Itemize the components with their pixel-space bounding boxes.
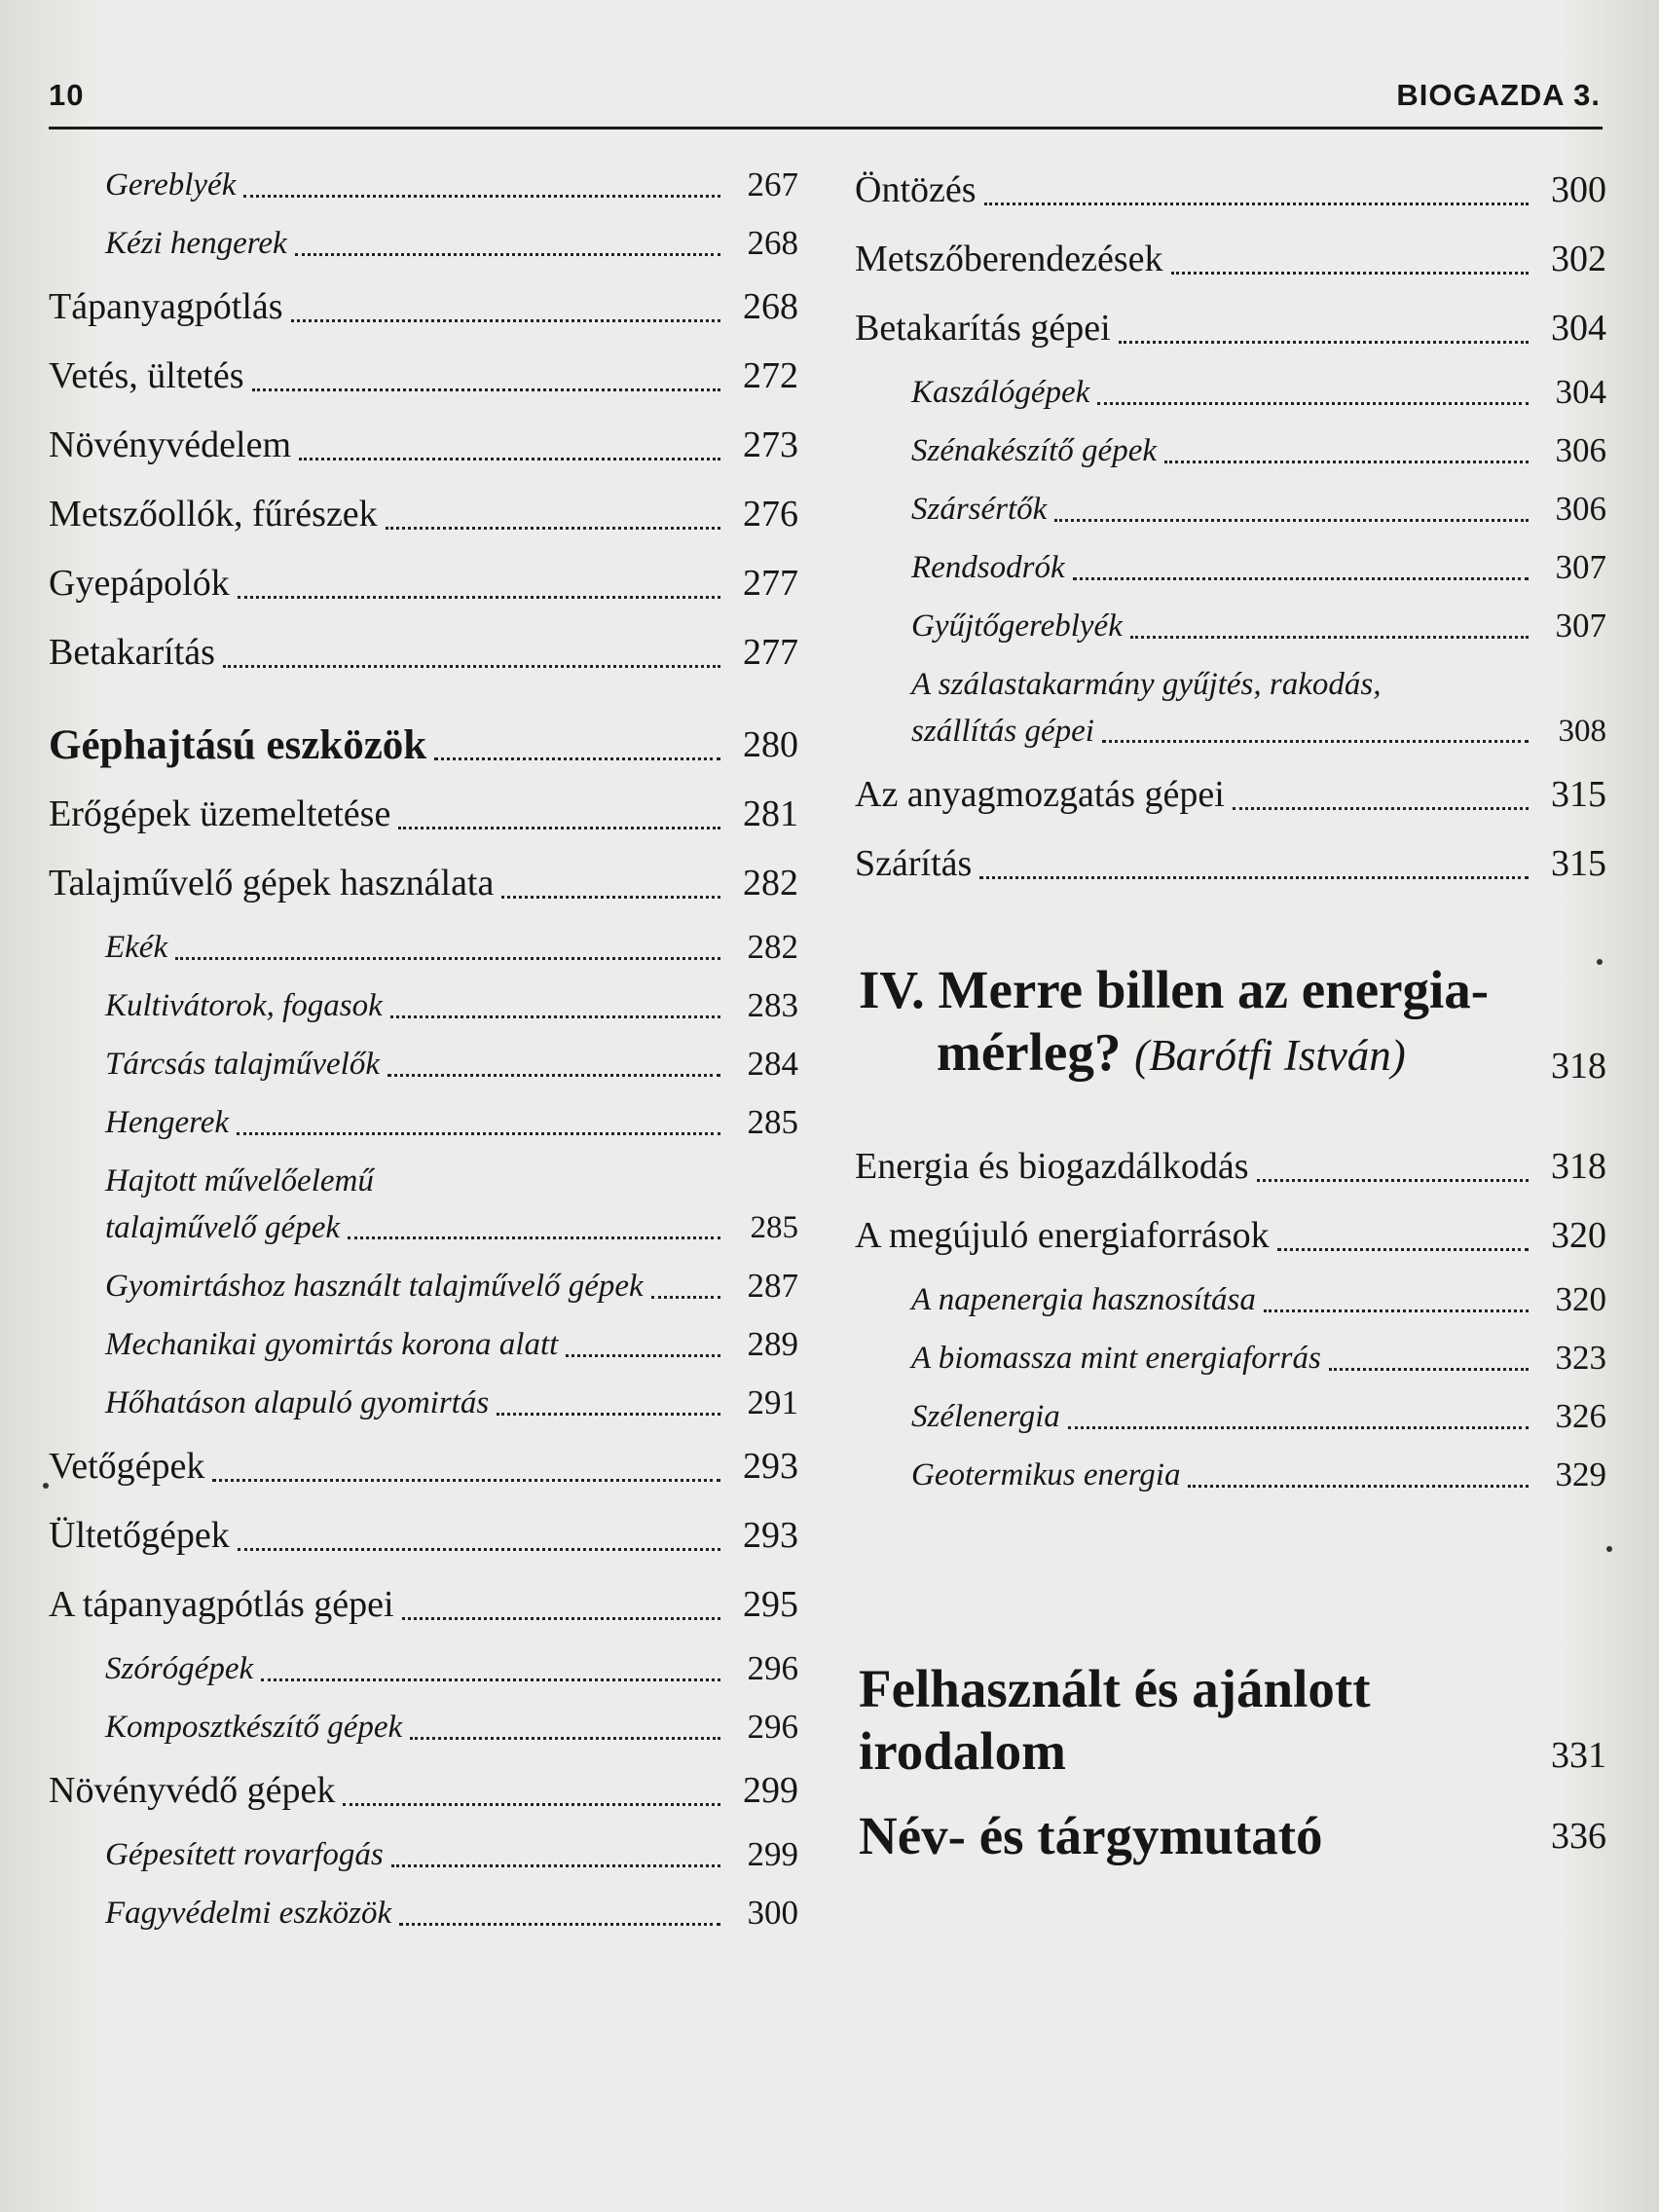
toc-entry: [49, 1825, 798, 1884]
toc-entry-page: 267: [747, 166, 798, 203]
toc-entry: [49, 156, 798, 214]
toc-entry-label: A szálastakarmány gyűjtés, rakodás,: [911, 667, 1382, 702]
toc-entry: [49, 1756, 798, 1825]
dot-leader: [175, 957, 720, 960]
dot-leader: [243, 195, 720, 198]
toc-entry: [855, 1329, 1606, 1387]
dot-leader: [1277, 1248, 1529, 1251]
toc-entry-label: Komposztkészítő gépek: [105, 1710, 403, 1745]
toc-entry-page: 268: [743, 286, 798, 327]
toc-entry-page: 306: [1555, 431, 1606, 469]
toc-entry: [49, 1698, 798, 1756]
dot-leader: [1171, 272, 1529, 275]
section-iv-title-line2-wrap: [855, 1021, 1606, 1087]
toc-entry: [855, 597, 1606, 655]
print-speck: [1606, 1546, 1612, 1552]
toc-entry: [49, 1570, 798, 1640]
toc-entry-page: 308: [1558, 714, 1606, 749]
toc-entry-label: Szársértők: [911, 492, 1048, 527]
bibliography-heading: [855, 1658, 1606, 1789]
toc-entry: [855, 760, 1606, 830]
toc-entry: [855, 294, 1606, 363]
section-iv-page: 318: [1551, 1046, 1606, 1087]
toc-entry: [49, 480, 798, 549]
toc-entry-page: 295: [743, 1584, 798, 1625]
toc-entry-label: Vetőgépek: [49, 1446, 205, 1487]
toc-entry-page: 282: [747, 928, 798, 966]
toc-entry-page: 296: [747, 1649, 798, 1687]
index-page: 336: [1551, 1816, 1606, 1857]
bibliography-title-line1: Felhasznált és ajánlott: [859, 1659, 1371, 1718]
dot-leader: [1164, 461, 1529, 463]
dot-leader: [1130, 636, 1529, 639]
toc-entry-label-continued: szállítás gépei: [911, 714, 1094, 749]
dot-leader: [984, 203, 1529, 205]
toc-entry-label: A tápanyagpótlás gépei: [49, 1584, 394, 1625]
toc-entry: [49, 849, 798, 918]
toc-entry-page: 283: [747, 986, 798, 1024]
section-iv-title-line1: IV. Merre billen az energia-: [859, 960, 1490, 1019]
toc-entry-page: 320: [1551, 1215, 1606, 1256]
toc-entry-page: 306: [1555, 490, 1606, 528]
bibliography-title-line2: irodalom: [859, 1721, 1066, 1781]
toc-entry-label-continued: talajművelő gépek: [105, 1210, 340, 1245]
toc-entry-page: 280: [743, 724, 798, 765]
toc-entry: [855, 1201, 1606, 1271]
dot-leader: [651, 1296, 720, 1299]
toc-entry: [49, 1035, 798, 1093]
toc-entry-label: Ekék: [105, 930, 168, 965]
toc-entry-page: 287: [747, 1267, 798, 1305]
toc-entry: [49, 711, 798, 780]
toc-entry-label: Gyepápolók: [49, 563, 230, 604]
toc-entry-label: Geotermikus energia: [911, 1457, 1181, 1493]
page-number: 10: [49, 78, 85, 112]
toc-entry-page: 291: [747, 1383, 798, 1421]
toc-entry: [855, 655, 1606, 760]
toc-entry: [855, 538, 1606, 597]
dot-leader: [399, 1923, 720, 1926]
toc-entry-label: Erőgépek üzemeltetése: [49, 793, 391, 834]
toc-entry-page: 304: [1551, 308, 1606, 349]
toc-right-column: [855, 156, 1606, 1867]
toc-entry-continuation: [105, 1204, 798, 1251]
toc-entry-label: Szórógépek: [105, 1651, 254, 1686]
toc-section-iv: [855, 1132, 1606, 1504]
dot-leader: [1054, 519, 1529, 522]
toc-entry: [855, 480, 1606, 538]
toc-entry-label: Metszőollók, fűrészek: [49, 494, 378, 535]
toc-entry-page: 284: [747, 1045, 798, 1083]
index-title: Név- és tárgymutató: [859, 1806, 1323, 1865]
toc-entry-page: 323: [1555, 1339, 1606, 1377]
dot-leader: [237, 1132, 720, 1135]
toc-entry: [855, 363, 1606, 422]
toc-entry-page: 315: [1551, 774, 1606, 815]
toc-entry: [49, 549, 798, 618]
dot-leader: [261, 1678, 720, 1681]
toc-entry-page: 289: [747, 1325, 798, 1363]
toc-entry: [49, 618, 798, 687]
section-iv-author: (Barótfi István): [1134, 1031, 1406, 1080]
toc-entry-label: Növényvédelem: [49, 424, 292, 465]
toc-entry: [49, 1640, 798, 1698]
toc-entry-page: 273: [743, 424, 798, 465]
toc-entry-label: Hőhatáson alapuló gyomirtás: [105, 1385, 490, 1420]
toc-entry-page: 307: [1555, 548, 1606, 586]
toc-entry-label: Vetés, ültetés: [49, 355, 244, 396]
section-iv-title-line2: mérleg?: [937, 1022, 1122, 1082]
dot-leader: [1233, 807, 1529, 810]
toc-entry-label: Öntözés: [855, 169, 977, 210]
toc-entry-page: 268: [747, 224, 798, 262]
toc-entry-label: A napenergia hasznosítása: [911, 1282, 1256, 1317]
toc-entry-page: 296: [747, 1708, 798, 1746]
toc-entry-label: A megújuló energiaforrások: [855, 1215, 1270, 1256]
dot-leader: [238, 596, 720, 599]
toc-entry: [49, 214, 798, 273]
header-rule: [49, 127, 1603, 129]
toc-entry-page: 277: [743, 563, 798, 604]
toc-entry: [855, 422, 1606, 480]
toc-entry-label: Rendsodrók: [911, 550, 1065, 585]
dot-leader: [1119, 341, 1529, 344]
toc-entry-label: Energia és biogazdálkodás: [855, 1146, 1249, 1187]
toc-entry-page: 300: [1551, 169, 1606, 210]
dot-leader: [497, 1413, 720, 1416]
toc-entry: [49, 780, 798, 849]
dot-leader: [979, 876, 1529, 879]
toc-entry-page: 302: [1551, 239, 1606, 279]
toc-entry-label: Hengerek: [105, 1105, 230, 1140]
dot-leader: [402, 1617, 720, 1620]
bibliography-page: 331: [1551, 1735, 1606, 1776]
toc-entry: [49, 1374, 798, 1432]
dot-leader: [299, 458, 720, 461]
toc-entry-label: Szénakészítő gépek: [911, 433, 1157, 468]
toc-entry-label: Géphajtású eszközök: [49, 722, 427, 768]
dot-leader: [1188, 1485, 1529, 1488]
dot-leader: [386, 527, 720, 530]
toc-entry-page: 304: [1555, 373, 1606, 411]
toc-entry: [49, 1257, 798, 1315]
toc-entry-label: Gépesített rovarfogás: [105, 1837, 384, 1872]
dot-leader: [391, 1864, 720, 1867]
toc-entry: [49, 1152, 798, 1257]
toc-entry-label: Talajművelő gépek használata: [49, 863, 495, 903]
toc-entry: [49, 1884, 798, 1942]
toc-entry-label: Gyűjtőgereblyék: [911, 608, 1123, 644]
dot-leader: [223, 665, 720, 668]
toc-entry: [49, 273, 798, 342]
toc-entry-label: Gyomirtáshoz használt talajművelő gépek: [105, 1269, 644, 1304]
toc-entry: [855, 156, 1606, 225]
toc-entry-page: 318: [1551, 1146, 1606, 1187]
toc-entry: [49, 1432, 798, 1501]
toc-entry: [49, 1501, 798, 1570]
toc-entry: [49, 1093, 798, 1152]
toc-entry-label: Metszőberendezések: [855, 239, 1163, 279]
toc-entry: [49, 411, 798, 480]
toc-entry: [49, 1315, 798, 1374]
running-head: BIOGAZDA 3.: [1396, 78, 1601, 112]
print-speck: [1597, 959, 1603, 965]
dot-leader: [343, 1803, 720, 1806]
toc-entry-page: 320: [1555, 1280, 1606, 1318]
toc-entry: [855, 1387, 1606, 1446]
dot-leader: [1264, 1309, 1529, 1312]
toc-left-column: [49, 156, 798, 1942]
toc-entry-page: 276: [743, 494, 798, 535]
toc-entry: [49, 918, 798, 977]
dot-leader: [1329, 1368, 1529, 1371]
dot-leader: [291, 319, 720, 322]
toc-entry: [855, 1132, 1606, 1201]
print-speck: [43, 1483, 49, 1489]
toc-entry-label: A biomassza mint energiaforrás: [911, 1341, 1321, 1376]
index-heading: [855, 1805, 1606, 1867]
toc-entry-label: Az anyagmozgatás gépei: [855, 774, 1225, 815]
toc-entry-page: 307: [1555, 607, 1606, 645]
toc-entry-label: Ültetőgépek: [49, 1515, 230, 1556]
toc-entry-label: Szélenergia: [911, 1399, 1060, 1434]
toc-entry: [855, 1271, 1606, 1329]
toc-entry-label: Betakarítás: [49, 632, 215, 673]
dot-leader: [566, 1354, 720, 1357]
dot-leader: [238, 1548, 720, 1551]
toc-entry-label: Szárítás: [855, 843, 973, 884]
toc-entry-label: Betakarítás gépei: [855, 308, 1111, 349]
dot-leader: [348, 1236, 720, 1239]
toc-entry-page: 299: [747, 1835, 798, 1873]
toc-entry-label: Kultivátorok, fogasok: [105, 988, 383, 1023]
toc-entry-page: 293: [743, 1515, 798, 1556]
toc-entry-page: 272: [743, 355, 798, 396]
toc-entry-page: 329: [1555, 1456, 1606, 1493]
dot-leader: [410, 1737, 720, 1740]
toc-entry-label: Tárcsás talajművelők: [105, 1047, 380, 1082]
dot-leader: [1073, 577, 1529, 580]
dot-leader: [1068, 1426, 1529, 1429]
toc-entry-label: Gereblyék: [105, 167, 237, 203]
dot-leader: [398, 827, 720, 830]
toc-entry-continuation: [911, 708, 1606, 755]
toc-entry-page: 300: [747, 1894, 798, 1932]
toc-entry-label: Fagyvédelmi eszközök: [105, 1896, 392, 1931]
toc-entry-label: Mechanikai gyomirtás korona alatt: [105, 1327, 559, 1362]
dot-leader: [434, 757, 720, 760]
toc-entry-page: 293: [743, 1446, 798, 1487]
toc-entry-page: 282: [743, 863, 798, 903]
dot-leader: [390, 1015, 720, 1018]
toc-entry: [855, 225, 1606, 294]
dot-leader: [1097, 402, 1529, 405]
dot-leader: [387, 1074, 720, 1077]
dot-leader: [501, 896, 720, 899]
page-header: [49, 78, 1601, 127]
dot-leader: [295, 253, 720, 256]
toc-entry: [855, 1446, 1606, 1504]
dot-leader: [1102, 740, 1529, 743]
toc-entry-page: 281: [743, 793, 798, 834]
toc-entry: [49, 342, 798, 411]
toc-entry-page: 285: [750, 1210, 798, 1245]
toc-entry-page: 299: [743, 1770, 798, 1811]
toc-entry-page: 315: [1551, 843, 1606, 884]
toc-entry-label: Kézi hengerek: [105, 226, 287, 261]
toc-entry-label: Hajtott művelőelemű: [105, 1163, 374, 1198]
dot-leader: [212, 1479, 720, 1482]
toc-entry-label: Növényvédő gépek: [49, 1770, 336, 1811]
toc-entry: [49, 977, 798, 1035]
dot-leader: [252, 388, 720, 391]
dot-leader: [1257, 1179, 1530, 1182]
toc-entry-label: Kaszálógépek: [911, 375, 1090, 410]
section-iv-heading: [855, 959, 1606, 1105]
toc-entry: [855, 830, 1606, 899]
toc-entry-page: 277: [743, 632, 798, 673]
toc-entry-page: 326: [1555, 1397, 1606, 1435]
toc-entry-label: Tápanyagpótlás: [49, 286, 283, 327]
toc-right-top: [855, 156, 1606, 899]
toc-entry-page: 285: [747, 1103, 798, 1141]
